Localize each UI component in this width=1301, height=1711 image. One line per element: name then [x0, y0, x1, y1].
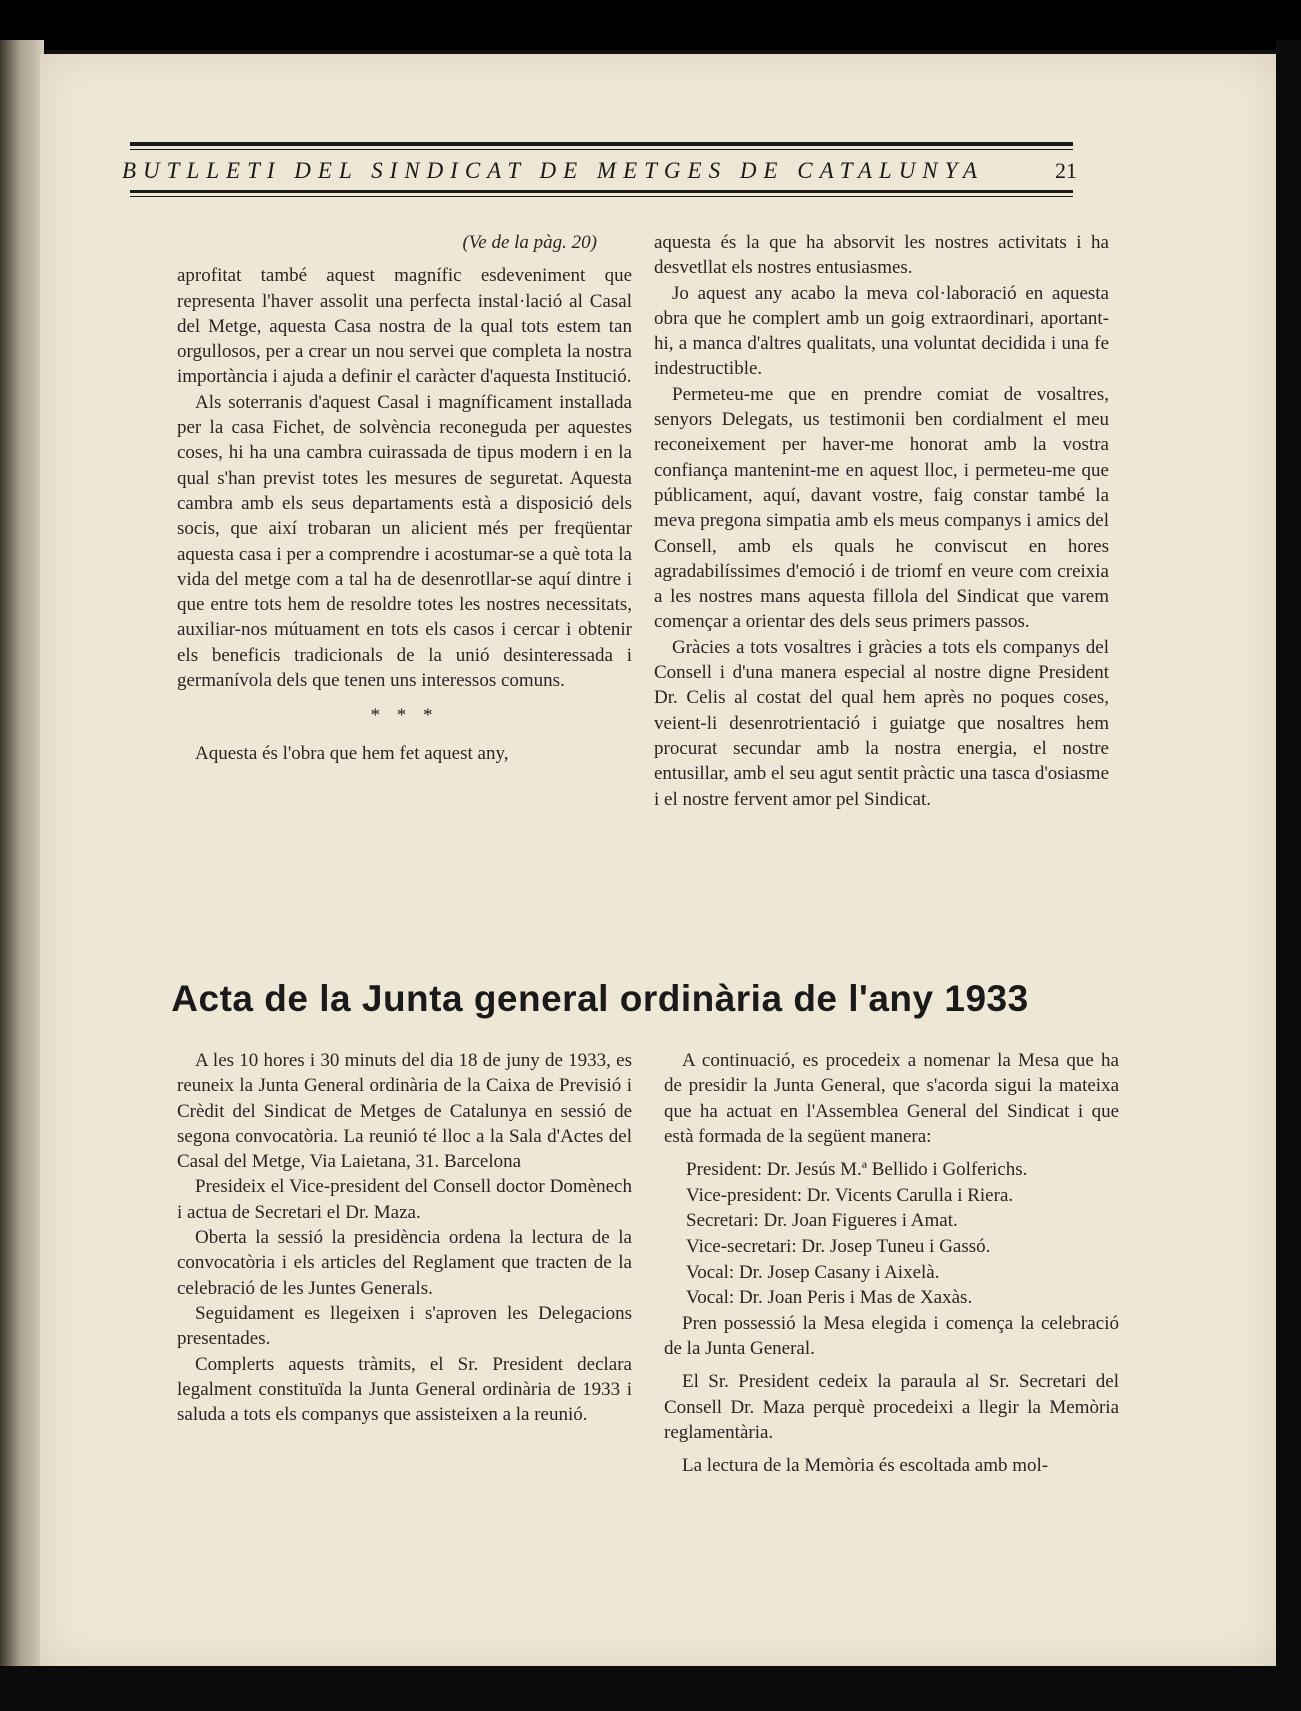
- scan-border-top: [0, 0, 1301, 50]
- mesa-member: President: Dr. Jesús M.ª Bellido i Golferichs.: [686, 1159, 1028, 1181]
- scan-border-right: [1276, 40, 1301, 1670]
- paragraph: Complerts aquests tràmits, el Sr. President declara legalment constituïda la Junta General ordinària de 1933 i saluda a tots els companys que assisteixen a la reunió.: [177, 1353, 632, 1426]
- acta-right-column: [664, 1048, 1119, 1479]
- header-rule-top: [130, 142, 1073, 146]
- paragraph: A les 10 hores i 30 minuts del dia 18 de juny de 1933, es reuneix la Junta General ordinària de la Caixa de Previsió i Crèdit del Sindicat de Metges de Catalunya en sessió de segona convocatòria. La reunió té lloc a la Sala d'Actes del Casal del Metge, Via Laietana, 31. Barcelona: [177, 1050, 632, 1173]
- header-rule-top-thin: [130, 149, 1073, 150]
- mesa-list: [686, 1157, 1119, 1311]
- paragraph: Jo aquest any acabo la meva col·laboració en aquesta obra que he complert amb un goig extraordinari, aportant-hi, a manca d'altres qualitats, una voluntat decidida i una fe indestructible.: [654, 282, 1109, 380]
- section-separator: * * *: [370, 705, 439, 727]
- running-header: [122, 156, 1077, 186]
- journal-title: BUTLLETI DEL SINDICAT DE METGES DE CATALUNYA: [122, 158, 984, 183]
- paragraph: El Sr. President cedeix la paraula al Sr. Secretari del Consell Dr. Maza perquè procedeixi a llegir la Memòria reglamentària.: [664, 1371, 1119, 1443]
- paragraph: Seguidament es llegeixen i s'aproven les Delegacions presentades.: [177, 1302, 632, 1350]
- previous-page-edge: [0, 40, 44, 1670]
- paragraph: Permeteu-me que en prendre comiat de vosaltres, senyors Delegats, us testimonii ben cordialment el meu reconeixement per haver-me honorat amb la vostra confiança mantenint-me en aquest lloc, i permeteu-me que públicament, aquí, davant vostre, faig constar també la meva pregona simpatia amb els meus companys i amics del Consell, amb els quals he conviscut en hores agradabilíssimes d'emoció i de triomf en veure com creixia a les nostres mans aquesta fillola del Sindicat que varem començar a orientar des dels seus primers passos.: [654, 383, 1109, 633]
- continued-article-right-column: [654, 230, 1109, 812]
- mesa-member: Secretari: Dr. Joan Figueres i Amat.: [686, 1210, 958, 1232]
- paragraph: aprofitat també aquest magnífic esdeveniment que representa l'haver assolit una perfecta instal·lació al Casal del Metge, aquesta Casa nostra de la qual tots estem tan orgullosos, per a crear un nou servei que completa la nostra importància i ajuda a definir el caràcter d'aquesta Institució.: [177, 265, 632, 388]
- paragraph: Pren possessió la Mesa elegida i comença la celebració de la Junta General.: [664, 1312, 1119, 1360]
- header-rule-bottom-thin: [130, 196, 1073, 197]
- page-number: 21: [1055, 158, 1077, 183]
- paragraph: La lectura de la Memòria és escoltada amb mol-: [682, 1455, 1049, 1477]
- scan-border-bottom: [0, 1666, 1301, 1711]
- mesa-member: Vice-president: Dr. Vicents Carulla i Riera.: [686, 1184, 1014, 1206]
- acta-title: Acta de la Junta general ordinària de l'any 1933: [171, 978, 1029, 1019]
- mesa-member: Vocal: Dr. Josep Casany i Aixelà.: [686, 1261, 940, 1283]
- continuation-note: (Ve de la pàg. 20): [462, 232, 597, 253]
- paragraph: Als soterranis d'aquest Casal i magníficament installada per la casa Fichet, de solvència reconeguda per aquestes coses, hi ha una cambra cuirassada de tipus modern i en la qual s'han previst totes les mesures de seguretat. Aquesta cambra amb els seus departaments està a disposició dels socis, que així trobaran un alicient més per freqüentar aquesta casa i per a comprendre i acostumar-se a què tota la vida del metge com a tal ha de desenrotllar-se aquí dintre i que entre tots hem de resoldre totes les nostres necessitats, auxiliar-nos mútuament en tots els casos i cercar i obtenir els beneficis tradicionals de la unió desinteressada i germanívola dels que tenen uns interessos comuns.: [177, 391, 632, 692]
- mesa-member: Vice-secretari: Dr. Josep Tuneu i Gassó.: [686, 1235, 991, 1257]
- paragraph: aquesta és la que ha absorvit les nostres activitats i ha desvetllat els nostres entusiasmes.: [654, 232, 1109, 279]
- header-rule-bottom: [130, 190, 1073, 193]
- paragraph: Oberta la sessió la presidència ordena la lectura de la convocatòria i els articles del Reglament que tracten de la celebració de les Juntes Generals.: [177, 1227, 632, 1299]
- mesa-member: Vocal: Dr. Joan Peris i Mas de Xaxàs.: [686, 1287, 973, 1309]
- paragraph: A continuació, es procedeix a nomenar la Mesa que ha de presidir la Junta General, que s'acorda sigui la mateixa que ha actuat en l'Assemblea General del Sindicat i que està formada de la següent manera:: [664, 1050, 1119, 1147]
- paragraph: Presideix el Vice-president del Consell doctor Domènech i actua de Secretari el Dr. Maza.: [177, 1176, 632, 1223]
- acta-left-column: [177, 1048, 632, 1427]
- paragraph: Aquesta és l'obra que hem fet aquest any,: [195, 742, 509, 764]
- paragraph: Gràcies a tots vosaltres i gràcies a tots els companys del Consell i d'una manera especial al nostre digne President Dr. Celis al costat del qual hem après no poques coses, veient-li desenrotrientació i guiatge que nosaltres hem procurat secundar amb la nostra energia, el nostre entusillar, amb el seu agut sentit pràctic una tasca d'osiasme i el nostre fervent amor pel Sindicat.: [654, 636, 1109, 810]
- continued-article-left-column: [177, 230, 632, 766]
